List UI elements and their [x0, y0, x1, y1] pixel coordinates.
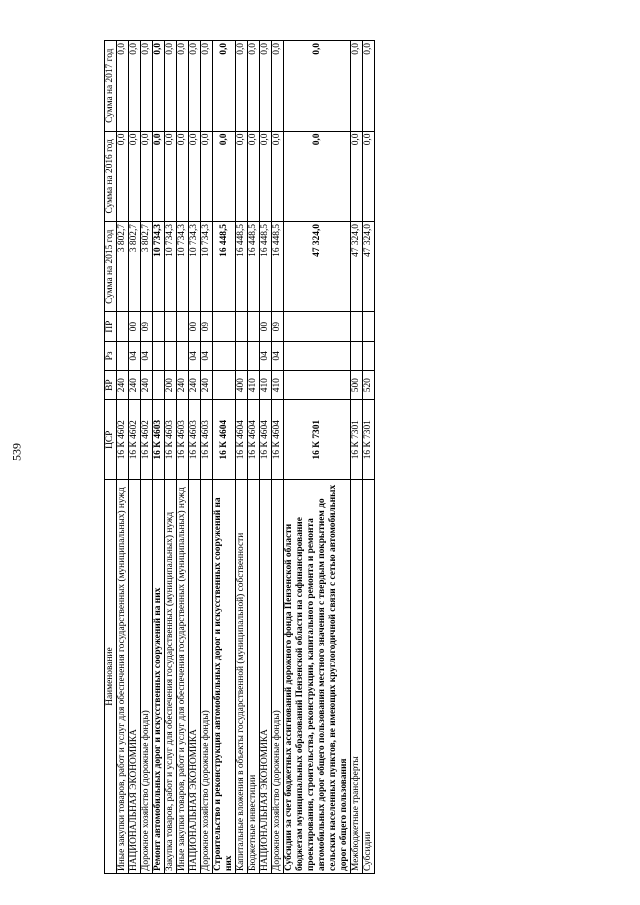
header-2016: Сумма на 2016 год [105, 131, 117, 221]
row-sum-2016: 0,0 [177, 131, 189, 221]
row-name: Субсидии за счет бюджетных ассигнований дорожного фонда Пензенской области бюджетам муниципальных образований Пензенской области на софинансирование проектирования, строительства, реконструкции, капитального ремонта и ремонта автомобильных дорог общего пользования местного значения с твердым покрытием до сельских населенных пунктов, не имеющих круглогодичной связи с сетью автомобильных дорог общего пользования [284, 480, 351, 874]
row-pr [363, 312, 375, 341]
row-sum-2016: 0,0 [272, 131, 284, 221]
row-vr: 240 [129, 371, 141, 400]
row-sum-2016: 0,0 [117, 131, 129, 221]
budget-table [104, 40, 375, 874]
row-sum-2016: 0,0 [351, 131, 363, 221]
row-rz [177, 341, 189, 370]
row-name: Дорожное хозяйство (дорожные фонды) [201, 480, 213, 874]
row-vr: 410 [260, 371, 272, 400]
row-sum-2016: 0,0 [248, 131, 260, 221]
row-vr: 240 [117, 371, 129, 400]
row-name: Закупка товаров, работ и услуг для обеспечения государственных (муниципальных) нужд [165, 480, 177, 874]
row-name: Иные закупки товаров, работ и услуг для обеспечения государственных (муниципальных) нужд [117, 480, 129, 874]
table-row [236, 41, 248, 874]
row-rz [236, 341, 248, 370]
row-sum-2016: 0,0 [284, 131, 351, 221]
row-sum-2015: 10 734,3 [153, 222, 165, 312]
row-vr: 520 [363, 371, 375, 400]
row-vr [284, 371, 351, 400]
table-header-row [105, 41, 117, 874]
row-sum-2015: 47 324,0 [284, 222, 351, 312]
row-vr: 240 [189, 371, 201, 400]
header-csr: ЦСР [105, 400, 117, 480]
header-2017: Сумма на 2017 год [105, 41, 117, 132]
table-row [165, 41, 177, 874]
row-sum-2015: 47 324,0 [351, 222, 363, 312]
row-vr: 500 [351, 371, 363, 400]
row-name: НАЦИОНАЛЬНАЯ ЭКОНОМИКА [129, 480, 141, 874]
row-vr [213, 371, 236, 400]
row-csr: 16 К 4602 [141, 400, 153, 480]
row-pr: 09 [272, 312, 284, 341]
header-pr: ПР [105, 312, 117, 341]
row-rz [351, 341, 363, 370]
row-sum-2016: 0,0 [165, 131, 177, 221]
header-rz: Рз [105, 341, 117, 370]
table-row [189, 41, 201, 874]
row-pr: 09 [141, 312, 153, 341]
row-sum-2015: 16 448,5 [272, 222, 284, 312]
row-csr: 16 К 4603 [177, 400, 189, 480]
table-row [153, 41, 165, 874]
row-name: Бюджетные инвестиции [248, 480, 260, 874]
row-sum-2015: 10 734,3 [189, 222, 201, 312]
row-sum-2017: 0,0 [129, 41, 141, 132]
row-vr: 240 [177, 371, 189, 400]
row-csr: 16 К 4604 [248, 400, 260, 480]
row-pr [236, 312, 248, 341]
row-sum-2017: 0,0 [141, 41, 153, 132]
row-rz: 04 [141, 341, 153, 370]
row-sum-2016: 0,0 [213, 131, 236, 221]
table-row [117, 41, 129, 874]
row-csr: 16 К 7301 [351, 400, 363, 480]
row-sum-2015: 16 448,5 [248, 222, 260, 312]
row-sum-2017: 0,0 [213, 41, 236, 132]
header-2015: Сумма на 2015 год [105, 222, 117, 312]
row-csr: 16 К 4604 [260, 400, 272, 480]
row-sum-2015: 47 324,0 [363, 222, 375, 312]
table-row [213, 41, 236, 874]
row-sum-2017: 0,0 [248, 41, 260, 132]
table-row [201, 41, 213, 874]
row-csr: 16 К 4603 [165, 400, 177, 480]
row-sum-2017: 0,0 [201, 41, 213, 132]
row-sum-2016: 0,0 [141, 131, 153, 221]
row-csr: 16 К 4604 [213, 400, 236, 480]
row-name: Ремонт автомобильных дорог и искусственных сооружений на них [153, 480, 165, 874]
row-name: Иные закупки товаров, работ и услуг для обеспечения государственных (муниципальных) нужд [177, 480, 189, 874]
row-csr: 16 К 4603 [189, 400, 201, 480]
table-row [272, 41, 284, 874]
row-name: Капитальные вложения в объекты государственной (муниципальной) собственности [236, 480, 248, 874]
row-vr: 200 [165, 371, 177, 400]
table-row [177, 41, 189, 874]
row-vr [153, 371, 165, 400]
row-vr: 400 [236, 371, 248, 400]
row-rz [153, 341, 165, 370]
header-name: Наименование [105, 480, 117, 874]
row-sum-2015: 10 734,3 [201, 222, 213, 312]
row-csr: 16 К 4604 [272, 400, 284, 480]
row-vr: 410 [248, 371, 260, 400]
row-vr: 240 [141, 371, 153, 400]
row-sum-2017: 0,0 [153, 41, 165, 132]
row-csr: 16 К 4603 [153, 400, 165, 480]
row-pr: 09 [201, 312, 213, 341]
row-sum-2016: 0,0 [153, 131, 165, 221]
table-row [260, 41, 272, 874]
row-pr [165, 312, 177, 341]
row-pr [248, 312, 260, 341]
row-sum-2015: 3 802,7 [117, 222, 129, 312]
row-csr: 16 К 4602 [117, 400, 129, 480]
row-sum-2015: 16 448,5 [236, 222, 248, 312]
row-sum-2017: 0,0 [260, 41, 272, 132]
row-name: НАЦИОНАЛЬНАЯ ЭКОНОМИКА [260, 480, 272, 874]
row-sum-2015: 10 734,3 [165, 222, 177, 312]
row-rz [248, 341, 260, 370]
row-name: НАЦИОНАЛЬНАЯ ЭКОНОМИКА [189, 480, 201, 874]
rotated-table-wrapper [104, 40, 375, 874]
table-row [129, 41, 141, 874]
table-row [284, 41, 351, 874]
row-csr: 16 К 7301 [284, 400, 351, 480]
row-rz: 04 [189, 341, 201, 370]
row-sum-2016: 0,0 [189, 131, 201, 221]
row-pr [284, 312, 351, 341]
row-sum-2017: 0,0 [236, 41, 248, 132]
row-rz: 04 [201, 341, 213, 370]
row-sum-2017: 0,0 [272, 41, 284, 132]
row-pr: 00 [189, 312, 201, 341]
row-sum-2015: 16 448,5 [213, 222, 236, 312]
row-rz [165, 341, 177, 370]
row-rz [213, 341, 236, 370]
row-csr: 16 К 4602 [129, 400, 141, 480]
row-csr: 16 К 4603 [201, 400, 213, 480]
table-row [351, 41, 363, 874]
row-pr: 00 [260, 312, 272, 341]
row-sum-2017: 0,0 [351, 41, 363, 132]
row-sum-2015: 3 802,7 [141, 222, 153, 312]
row-sum-2017: 0,0 [284, 41, 351, 132]
row-csr: 16 К 7301 [363, 400, 375, 480]
row-sum-2015: 16 448,5 [260, 222, 272, 312]
row-sum-2017: 0,0 [165, 41, 177, 132]
row-rz: 04 [129, 341, 141, 370]
row-pr [117, 312, 129, 341]
row-csr: 16 К 4604 [236, 400, 248, 480]
row-pr: 00 [129, 312, 141, 341]
row-sum-2016: 0,0 [236, 131, 248, 221]
row-rz [284, 341, 351, 370]
row-vr: 410 [272, 371, 284, 400]
row-rz [363, 341, 375, 370]
table-row [363, 41, 375, 874]
row-pr [153, 312, 165, 341]
table-row [248, 41, 260, 874]
row-sum-2016: 0,0 [363, 131, 375, 221]
row-pr [177, 312, 189, 341]
row-sum-2015: 3 802,7 [129, 222, 141, 312]
table-row [141, 41, 153, 874]
row-sum-2017: 0,0 [189, 41, 201, 132]
row-sum-2016: 0,0 [129, 131, 141, 221]
row-pr [351, 312, 363, 341]
row-name: Субсидии [363, 480, 375, 874]
row-rz: 04 [260, 341, 272, 370]
row-sum-2017: 0,0 [117, 41, 129, 132]
row-name: Межбюджетные трансферты [351, 480, 363, 874]
row-sum-2017: 0,0 [177, 41, 189, 132]
row-sum-2016: 0,0 [201, 131, 213, 221]
header-vr: ВР [105, 371, 117, 400]
row-rz: 04 [272, 341, 284, 370]
row-name: Строительство и реконструкция автомобильных дорог и искусственных сооружений на них [213, 480, 236, 874]
row-name: Дорожное хозяйство (дорожные фонды) [141, 480, 153, 874]
row-sum-2017: 0,0 [363, 41, 375, 132]
page-number: 539 [9, 443, 24, 461]
row-rz [117, 341, 129, 370]
table-body [117, 41, 375, 874]
row-vr: 240 [201, 371, 213, 400]
row-name: Дорожное хозяйство (дорожные фонды) [272, 480, 284, 874]
row-sum-2016: 0,0 [260, 131, 272, 221]
row-sum-2015: 10 734,3 [177, 222, 189, 312]
row-pr [213, 312, 236, 341]
